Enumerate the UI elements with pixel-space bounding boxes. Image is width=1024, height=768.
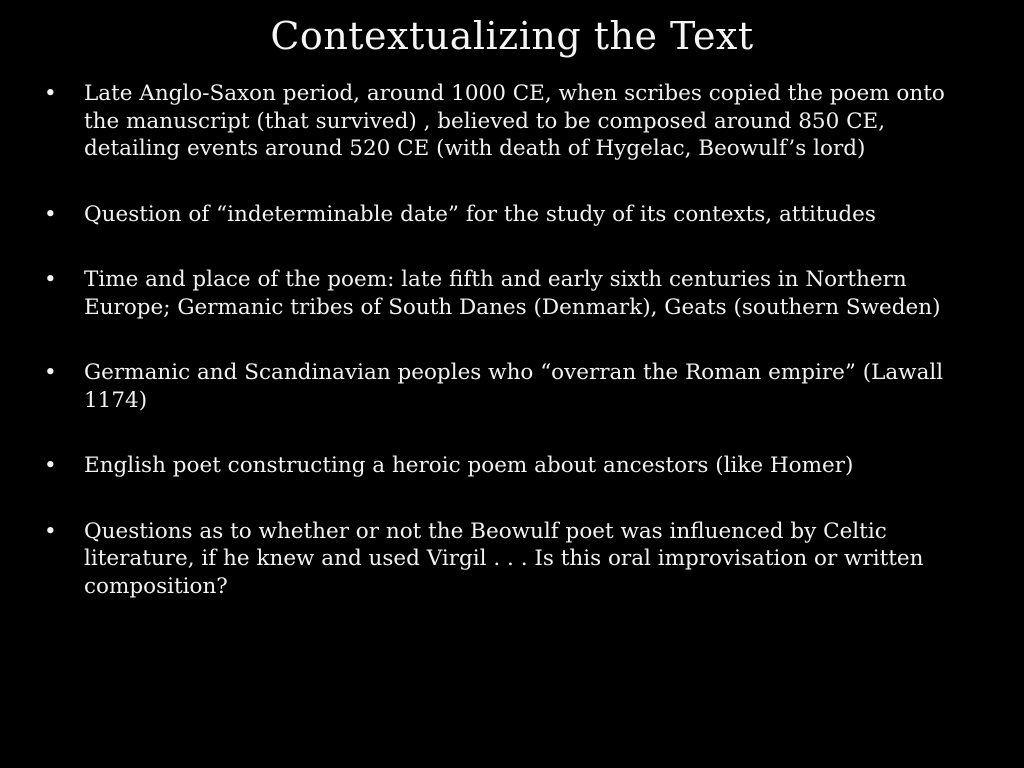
bullet-text: Germanic and Scandinavian peoples who “overran the Roman empire” (Lawall 1174) [84,360,944,413]
slide-title: Contextualizing the Text [270,14,754,58]
bullet-marker: • [44,267,57,292]
bullet-list [44,80,974,600]
bullet-marker: • [44,518,57,544]
bullet-item [44,201,974,229]
bullet-marker: • [44,360,57,385]
bullet-item [44,518,974,601]
bullet-item [44,452,974,480]
bullet-text: Questions as to whether or not the Beowulf poet was influenced by Celtic literature, if he knew and used Virgil . . . Is this oral improvisation or written composition? [84,518,924,599]
bullet-item [44,359,974,414]
bullet-marker: • [44,81,57,106]
bullet-text: English poet constructing a heroic poem about ancestors (like Homer) [84,453,854,478]
bullet-item [44,266,974,321]
bullet-text: Time and place of the poem: late fifth and early sixth centuries in Northern Europe; Germanic tribes of South Danes (Denmark), Geats (southern Sweden) [84,267,941,320]
bullet-marker: • [44,453,57,478]
bullet-text: Question of “indeterminable date” for the study of its contexts, attitudes [84,201,876,227]
bullet-marker: • [44,201,57,227]
bullet-item [44,80,974,163]
bullet-text: Late Anglo-Saxon period, around 1000 CE, when scribes copied the poem onto the manuscript (that survived) , believed to be composed around 850 CE, detailing events around 520 CE (with death of Hygelac, Beowulf’s lord) [84,81,945,161]
